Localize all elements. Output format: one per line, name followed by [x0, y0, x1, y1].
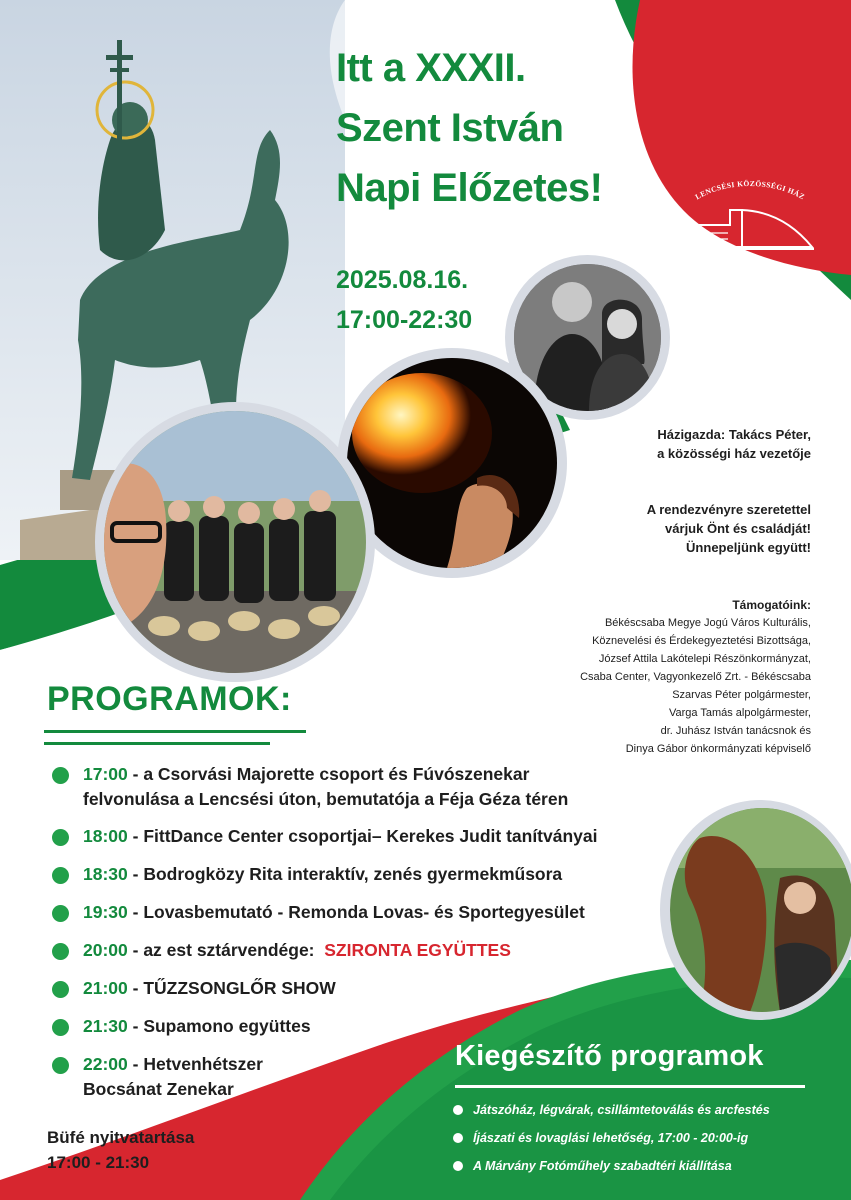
program-text: - Hetvenhétszer — [127, 1054, 263, 1074]
bullet-dot-icon — [52, 867, 69, 884]
program-text: - Bodrogközy Rita interaktív, zenés gyermekműsora — [127, 864, 563, 884]
sponsor-line: dr. Juhász István tanácsnok és — [660, 725, 811, 737]
sponsor-line: Dinya Gábor önkormányzati képviselő — [625, 743, 811, 755]
programs-title: PROGRAMOK: — [47, 680, 292, 718]
extra-program-item — [453, 1096, 833, 1124]
program-time: 20:00 — [83, 940, 128, 960]
welcome-line-3: Ünnepeljünk együtt! — [686, 540, 811, 555]
program-time: 17:00 — [83, 764, 128, 784]
extra-program-item — [453, 1124, 833, 1152]
sponsor-line: József Attila Lakótelepi Részönkormányzat, — [598, 653, 811, 665]
program-item — [52, 1014, 612, 1039]
welcome-line-2: várjuk Önt és családját! — [665, 521, 811, 536]
logo-graphic — [680, 175, 820, 255]
band-photo — [104, 411, 366, 673]
programs-underline-short — [44, 742, 270, 745]
welcome-line-1: A rendezvényre szeretettel — [646, 502, 811, 517]
logo-text: LENCSÉSI KÖZÖSSÉGI HÁZ — [693, 178, 807, 202]
buffet-hours — [47, 1125, 194, 1175]
extra-program-list — [453, 1096, 833, 1180]
buffet-label: Büfé nyitvatartása — [47, 1128, 195, 1147]
program-time: 19:30 — [83, 902, 128, 922]
event-title — [336, 38, 636, 218]
buffet-time: 17:00 - 21:30 — [47, 1153, 150, 1172]
sponsor-line: Csaba Center, Vagyonkezelő Zrt. - Békéscsaba — [580, 671, 811, 683]
bullet-dot-icon — [52, 1057, 69, 1074]
program-text: - TŰZZSONGLŐR SHOW — [127, 978, 336, 998]
program-item — [52, 976, 612, 1001]
program-time: 18:30 — [83, 864, 128, 884]
program-item — [52, 762, 612, 812]
program-text-continued: felvonulása a Lencsési úton, bemutatója a Féja Géza téren — [83, 789, 569, 809]
program-text-continued: Bocsánat Zenekar — [83, 1079, 234, 1099]
program-text: - FittDance Center csoportjai– Kerekes Judit tanítványai — [127, 826, 598, 846]
programs-underline — [44, 730, 306, 733]
bullet-dot-icon — [52, 1019, 69, 1036]
bullet-dot-icon — [52, 943, 69, 960]
sponsors-title: Támogatóink: — [732, 598, 811, 612]
bullet-dot-icon — [52, 767, 69, 784]
sponsor-line: Varga Tamás alpolgármester, — [668, 707, 811, 719]
extra-program-text: A Márvány Fotóműhely szabadtéri kiállítása — [473, 1159, 732, 1173]
sponsor-line: Szarvas Péter polgármester, — [672, 689, 811, 701]
program-text: - Lovasbemutató - Remonda Lovas- és Sportegyesület — [127, 902, 585, 922]
sponsor-line: Békéscsaba Megye Jogú Város Kulturális, — [604, 617, 811, 629]
event-datetime — [336, 260, 472, 340]
bullet-dot-icon — [52, 905, 69, 922]
host-info — [657, 425, 811, 463]
extra-programs-underline — [455, 1085, 805, 1088]
fire-breather-photo — [347, 358, 557, 568]
extra-programs-title: Kiegészítő programok — [455, 1040, 764, 1072]
title-line-1: Itt a XXXII. — [336, 46, 526, 90]
title-line-3: Napi Előzetes! — [336, 166, 603, 210]
bullet-dot-icon — [52, 981, 69, 998]
event-time: 17:00-22:30 — [336, 306, 473, 334]
extra-program-text: Íjászati és lovaglási lehetőség, 17:00 - 20:00-ig — [473, 1131, 749, 1145]
bullet-dot-icon — [453, 1133, 463, 1143]
program-text: - a Csorvási Majorette csoport és Fúvószenekar — [127, 764, 530, 784]
program-text: - az est sztárvendége: — [127, 940, 325, 960]
svg-text:LENCSÉSI KÖZÖSSÉGI HÁZ — [694, 179, 807, 201]
welcome-message — [647, 500, 811, 557]
extra-program-item — [453, 1152, 833, 1180]
program-item — [52, 938, 612, 963]
sponsors-block — [580, 596, 811, 758]
program-item — [52, 824, 612, 849]
event-date: 2025.08.16. — [336, 266, 469, 294]
horse-photo — [670, 808, 851, 1012]
host-line-1: Házigazda: Takács Péter, — [657, 427, 811, 442]
host-line-2: a közösségi ház vezetője — [657, 446, 811, 461]
program-time: 21:00 — [83, 978, 128, 998]
bullet-dot-icon — [52, 829, 69, 846]
program-time: 18:00 — [83, 826, 128, 846]
community-house-logo — [680, 175, 820, 255]
title-line-2: Szent István — [336, 106, 564, 150]
bullet-dot-icon — [453, 1161, 463, 1171]
star-guest: SZIRONTA EGYÜTTES — [324, 940, 511, 960]
extra-program-text: Játszóház, légvárak, csillámtetoválás és arcfestés — [473, 1103, 770, 1117]
program-text: - Supamono együttes — [127, 1016, 311, 1036]
program-item — [52, 900, 612, 925]
program-item — [52, 862, 612, 887]
program-time: 22:00 — [83, 1054, 128, 1074]
sponsor-line: Köznevelési és Érdekegyeztetési Bizottsága, — [592, 635, 811, 647]
bullet-dot-icon — [453, 1105, 463, 1115]
program-time: 21:30 — [83, 1016, 128, 1036]
